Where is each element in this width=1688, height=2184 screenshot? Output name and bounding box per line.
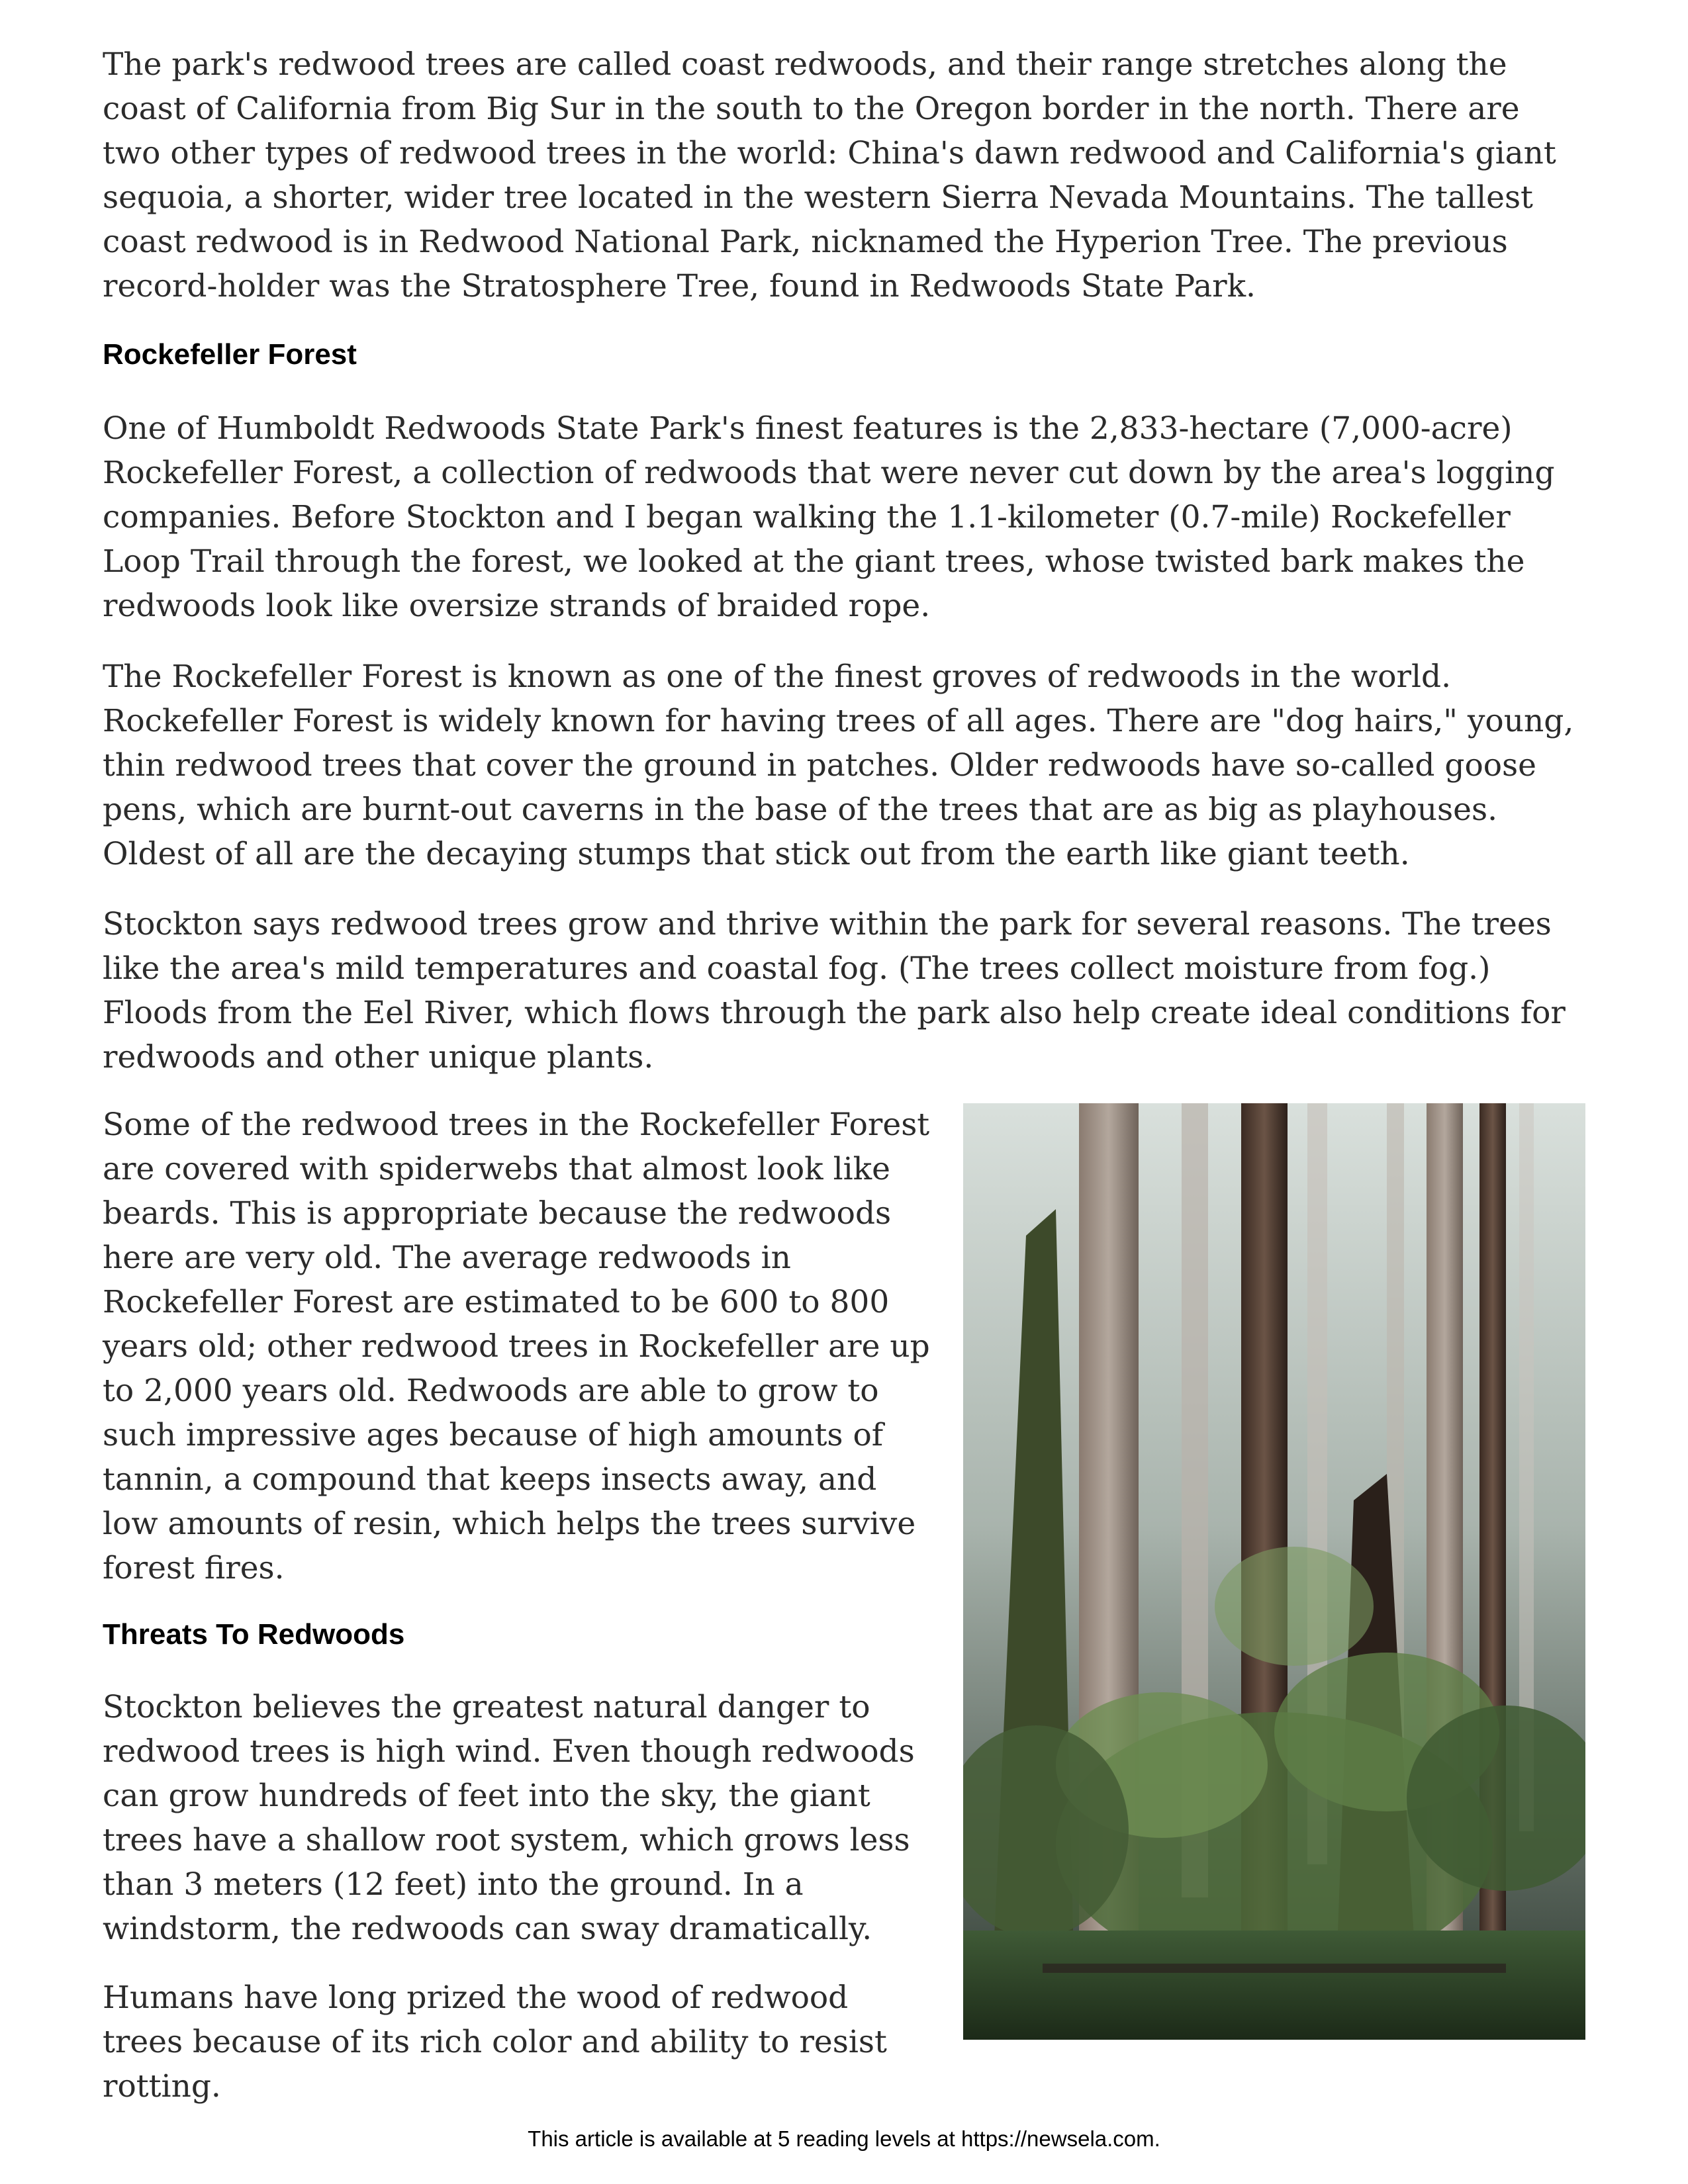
footer-reading-levels: This article is available at 5 reading levels at https://newsela.com. (528, 2126, 1160, 2151)
article-paragraph: One of Humboldt Redwoods State Park's finest features is the 2,833-hectare (7,000-acre) Rockefeller Forest, a collection of redwoods that were never cut down by the area's logging companies. Before Stockton and I began walking the 1.1-kilometer (0.7-mile) Rockefeller Loop Trail through the forest, we looked at the giant trees, whose twisted bark makes the redwoods look like oversize strands of braided rope. (103, 410, 1555, 624)
section-heading-threats-to-redwoods: Threats To Redwoods (103, 1618, 405, 1651)
article-paragraph: Stockton says redwood trees grow and thrive within the park for several reasons. The trees like the area's mild temperatures and coastal fog. (The trees collect moisture from fog.) Floods from the Eel River, which flows through the park also help create ideal conditions for redwoods and other unique plants. (103, 906, 1566, 1075)
article-paragraph: Humans have long prized the wood of redwood trees because of its rich color and ability to resist rotting. (103, 1979, 887, 2105)
article-paragraph: Some of the redwood trees in the Rockefeller Forest are covered with spiderwebs that almost look like beards. This is appropriate because the redwoods here are very old. The average redwoods in Rockefeller Forest are estimated to be 600 to 800 years old; other redwood trees in Rockefeller are up to 2,000 years old. Redwoods are able to grow to such impressive ages because of high amounts of tannin, a compound that keeps insects away, and low amounts of resin, which helps the trees survive forest fires. (103, 1107, 930, 1586)
section-heading-rockefeller-forest: Rockefeller Forest (103, 338, 357, 371)
article-paragraph: The park's redwood trees are called coast redwoods, and their range stretches along the coast of California from Big Sur in the south to the Oregon border in the north. There are two other types of redwood trees in the world: China's dawn redwood and California's giant sequoia, a shorter, wider tree located in the western Sierra Nevada Mountains. The tallest coast redwood is in Redwood National Park, nicknamed the Hyperion Tree. The previous record-holder was the Stratosphere Tree, found in Redwoods State Park. (103, 46, 1556, 304)
article-paragraph: Stockton believes the greatest natural danger to redwood trees is high wind. Even though redwoods can grow hundreds of feet into the sky, the giant trees have a shallow root system, which grows less than 3 meters (12 feet) into the ground. In a windstorm, the redwoods can sway dramatically. (103, 1689, 915, 1947)
redwood-forest-photo (963, 1103, 1585, 2040)
article-paragraph: The Rockefeller Forest is known as one of the finest groves of redwoods in the world. Rockefeller Forest is widely known for having trees of all ages. There are "dog hairs," young, thin redwood trees that cover the ground in patches. Older redwoods have so-called goose pens, which are burnt-out caverns in the base of the trees that are as big as playhouses. Oldest of all are the decaying stumps that stick out from the earth like giant teeth. (103, 659, 1574, 872)
